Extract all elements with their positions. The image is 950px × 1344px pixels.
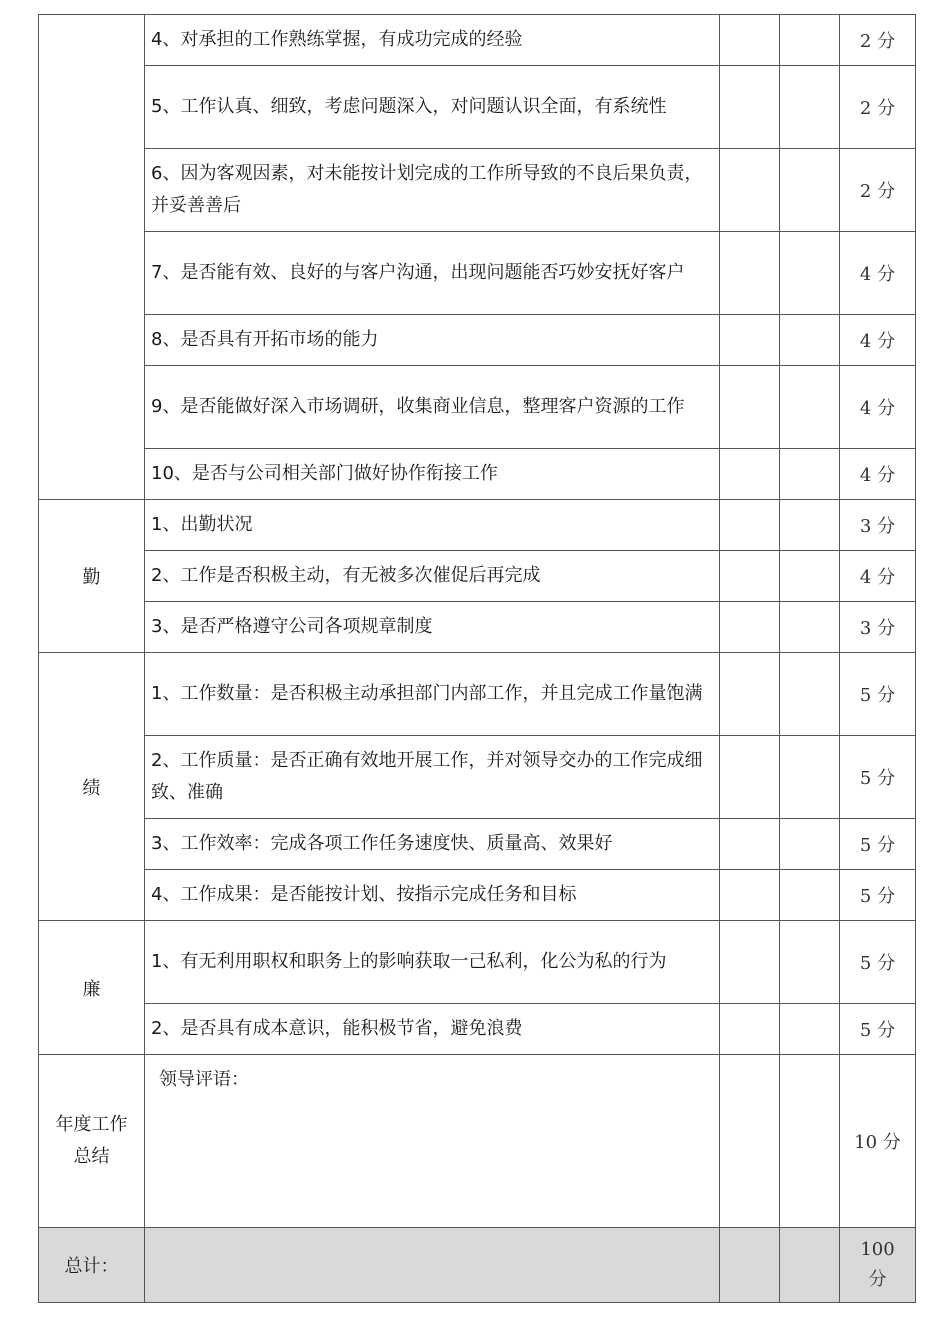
points-cell: 2 分 — [840, 149, 916, 232]
criterion-text: 10、是否与公司相关部门做好协作衔接工作 — [145, 449, 720, 500]
table-row — [39, 870, 916, 921]
criterion-text: 1、出勤状况 — [145, 500, 720, 551]
score-cell[interactable] — [780, 500, 840, 551]
criterion-text: 1、有无利用职权和职务上的影响获取一己私利，化公为私的行为 — [145, 921, 720, 1004]
category-label-diligence: 勤 — [39, 500, 145, 653]
score-cell[interactable] — [780, 819, 840, 870]
points-cell: 4 分 — [840, 449, 916, 500]
criterion-text: 1、工作数量：是否积极主动承担部门内部工作，并且完成工作量饱满 — [145, 653, 720, 736]
points-cell: 3 分 — [840, 602, 916, 653]
points-cell: 4 分 — [840, 315, 916, 366]
score-cell[interactable] — [780, 1055, 840, 1228]
points-cell: 4 分 — [840, 366, 916, 449]
table-row — [39, 602, 916, 653]
leader-comment-field[interactable] — [145, 1055, 720, 1228]
score-cell[interactable] — [780, 1228, 840, 1303]
total-points: 100 分 — [860, 1239, 895, 1290]
table-row — [39, 315, 916, 366]
category-label-annual-summary — [39, 1055, 145, 1228]
table-row — [39, 232, 916, 315]
criterion-text: 2、是否具有成本意识，能积极节省，避免浪费 — [145, 1004, 720, 1055]
criterion-text: 7、是否能有效、良好的与客户沟通，出现问题能否巧妙安抚好客户 — [145, 232, 720, 315]
table-row — [39, 921, 916, 1004]
score-cell[interactable] — [780, 736, 840, 819]
score-cell[interactable] — [720, 232, 780, 315]
table-row — [39, 449, 916, 500]
score-cell[interactable] — [720, 653, 780, 736]
points-cell: 5 分 — [840, 1004, 916, 1055]
score-cell[interactable] — [720, 819, 780, 870]
score-cell[interactable] — [720, 149, 780, 232]
score-cell[interactable] — [780, 551, 840, 602]
criterion-text: 5、工作认真、细致，考虑问题深入，对问题认识全面，有系统性 — [145, 66, 720, 149]
score-cell[interactable] — [720, 15, 780, 66]
points-cell: 2 分 — [840, 15, 916, 66]
score-cell[interactable] — [720, 736, 780, 819]
criterion-text: 2、工作质量：是否正确有效地开展工作，并对领导交办的工作完成细致、准确 — [145, 736, 720, 819]
score-cell[interactable] — [720, 1004, 780, 1055]
evaluation-table — [38, 14, 916, 1303]
table-row — [39, 653, 916, 736]
score-cell[interactable] — [780, 602, 840, 653]
criterion-text: 8、是否具有开拓市场的能力 — [145, 315, 720, 366]
score-cell[interactable] — [720, 602, 780, 653]
score-cell[interactable] — [780, 149, 840, 232]
category-label-performance: 绩 — [39, 653, 145, 921]
score-cell[interactable] — [780, 232, 840, 315]
score-cell[interactable] — [720, 315, 780, 366]
points-cell: 5 分 — [840, 819, 916, 870]
score-cell[interactable] — [780, 66, 840, 149]
points-cell: 3 分 — [840, 500, 916, 551]
score-cell[interactable] — [720, 66, 780, 149]
points-cell: 4 分 — [840, 232, 916, 315]
criterion-text: 4、对承担的工作熟练掌握，有成功完成的经验 — [145, 15, 720, 66]
score-cell[interactable] — [720, 449, 780, 500]
leader-comment-label: 领导评语： — [159, 1069, 249, 1090]
table-row — [39, 551, 916, 602]
score-cell[interactable] — [780, 921, 840, 1004]
category-label-integrity: 廉 — [39, 921, 145, 1055]
score-cell[interactable] — [720, 500, 780, 551]
score-cell[interactable] — [720, 1055, 780, 1228]
points-cell: 2 分 — [840, 66, 916, 149]
points-cell: 5 分 — [840, 653, 916, 736]
total-row — [39, 1228, 916, 1303]
score-cell[interactable] — [720, 366, 780, 449]
total-blank-cell[interactable] — [145, 1228, 720, 1303]
score-cell[interactable] — [720, 870, 780, 921]
score-cell[interactable] — [720, 1228, 780, 1303]
total-label: 总计： — [39, 1228, 145, 1303]
table-row — [39, 15, 916, 66]
score-cell[interactable] — [780, 1004, 840, 1055]
table-row — [39, 1004, 916, 1055]
criterion-text: 9、是否能做好深入市场调研，收集商业信息，整理客户资源的工作 — [145, 366, 720, 449]
criterion-text: 4、工作成果：是否能按计划、按指示完成任务和目标 — [145, 870, 720, 921]
criterion-text: 3、工作效率：完成各项工作任务速度快、质量高、效果好 — [145, 819, 720, 870]
total-points-cell — [840, 1228, 916, 1303]
table-row — [39, 819, 916, 870]
table-row — [39, 736, 916, 819]
points-cell: 5 分 — [840, 736, 916, 819]
summary-label: 年度工作总结 — [55, 1114, 128, 1167]
table-row — [39, 500, 916, 551]
table-row — [39, 149, 916, 232]
score-cell[interactable] — [720, 551, 780, 602]
score-cell[interactable] — [780, 315, 840, 366]
criterion-text: 2、工作是否积极主动，有无被多次催促后再完成 — [145, 551, 720, 602]
table-row — [39, 366, 916, 449]
score-cell[interactable] — [720, 921, 780, 1004]
criterion-text: 6、因为客观因素，对未能按计划完成的工作所导致的不良后果负责，并妥善善后 — [145, 149, 720, 232]
points-cell: 5 分 — [840, 870, 916, 921]
score-cell[interactable] — [780, 870, 840, 921]
category-cell-work — [39, 15, 145, 500]
score-cell[interactable] — [780, 15, 840, 66]
points-cell: 4 分 — [840, 551, 916, 602]
points-cell: 10 分 — [840, 1055, 916, 1228]
score-cell[interactable] — [780, 653, 840, 736]
score-cell[interactable] — [780, 366, 840, 449]
table-row — [39, 66, 916, 149]
points-cell: 5 分 — [840, 921, 916, 1004]
score-cell[interactable] — [780, 449, 840, 500]
criterion-text: 3、是否严格遵守公司各项规章制度 — [145, 602, 720, 653]
table-row — [39, 1055, 916, 1228]
